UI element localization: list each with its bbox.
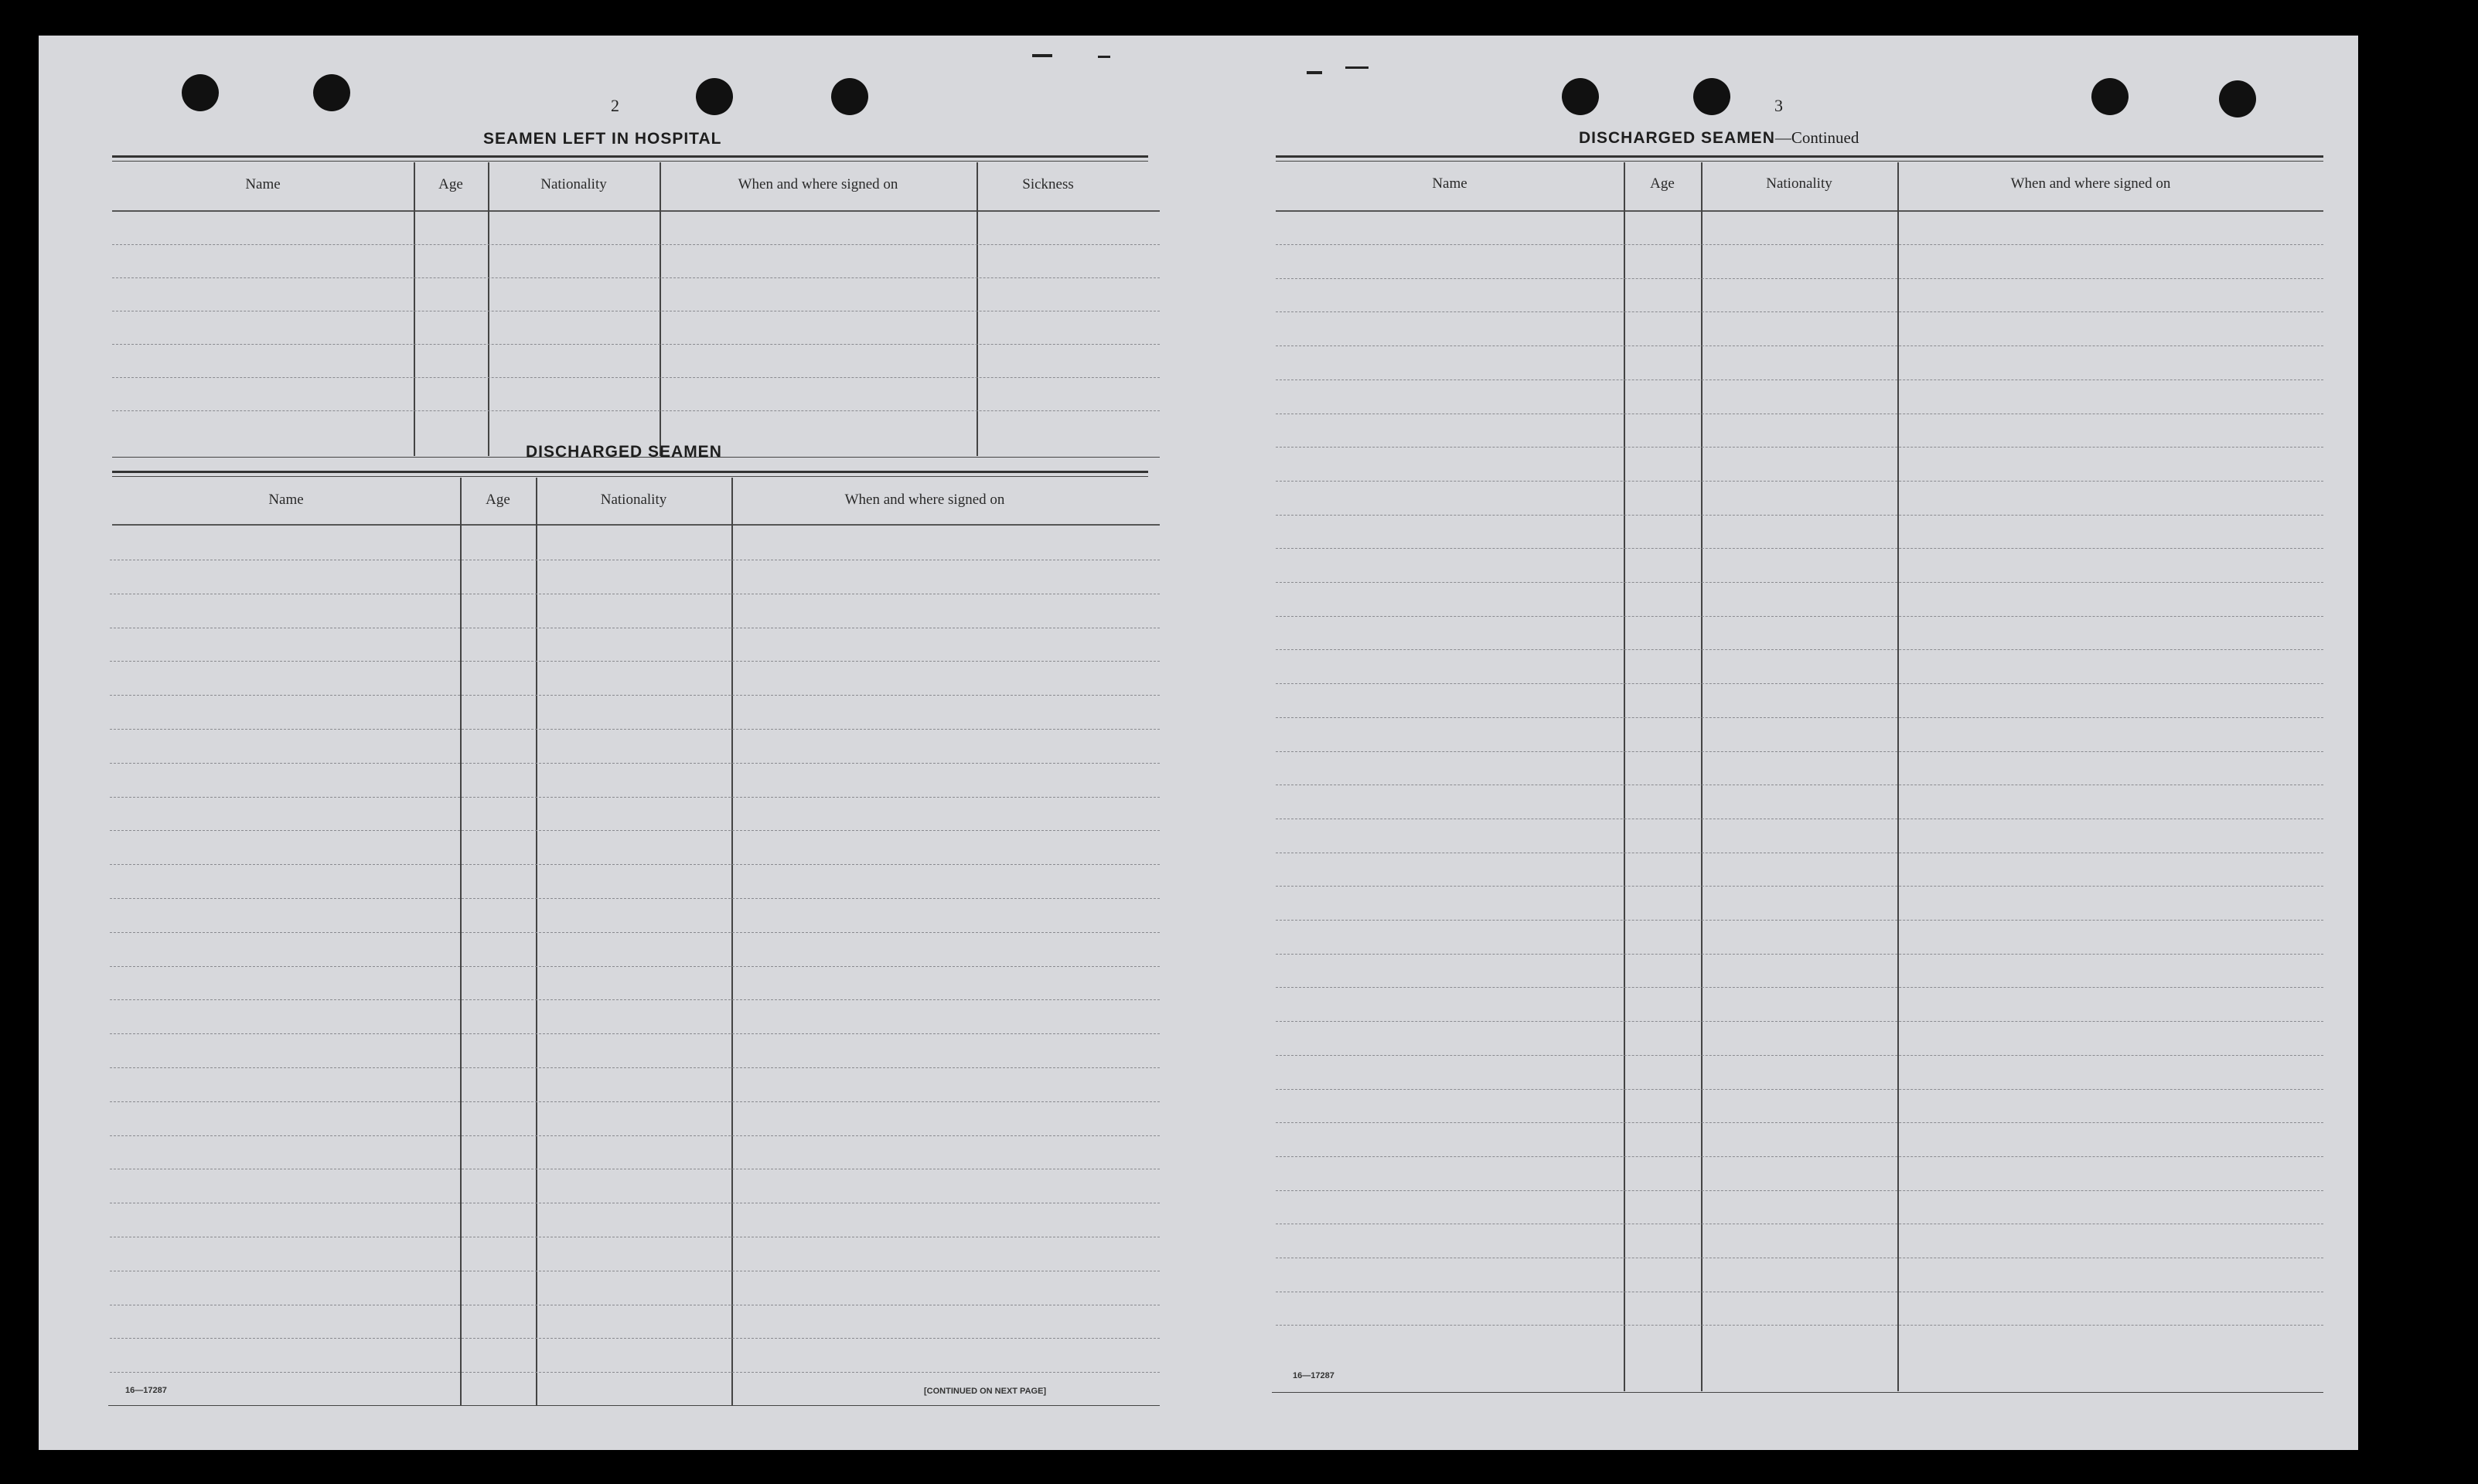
continued-title-main: DISCHARGED SEAMEN <box>1579 129 1775 147</box>
entry-line <box>1276 1089 2323 1090</box>
entry-line <box>112 244 1160 245</box>
scan-mark <box>1307 71 1322 74</box>
right-col-age: Age <box>1650 175 1675 192</box>
hospital-col-divider <box>977 162 978 456</box>
discharged-header-line <box>112 524 1160 526</box>
entry-line <box>110 1101 1160 1102</box>
discharged-top-rule-thin <box>112 476 1148 477</box>
right-col-when-where: When and where signed on <box>2010 175 2171 192</box>
continued-note: [CONTINUED ON NEXT PAGE] <box>924 1387 1047 1396</box>
discharged-section-title: DISCHARGED SEAMEN <box>526 443 722 461</box>
punch-hole <box>696 78 733 115</box>
entry-line <box>1276 717 2323 718</box>
discharged-top-rule <box>112 471 1148 473</box>
entry-line <box>1276 481 2323 482</box>
entry-line <box>1276 920 2323 921</box>
right-top-rule <box>1276 155 2323 158</box>
entry-line <box>110 729 1160 730</box>
entry-line <box>110 932 1160 933</box>
right-header-line <box>1276 210 2323 212</box>
punch-hole <box>1562 78 1599 115</box>
entry-line <box>1276 244 2323 245</box>
entry-line <box>1276 1021 2323 1022</box>
hospital-col-nationality: Nationality <box>540 176 607 192</box>
right-col-nationality: Nationality <box>1766 175 1832 192</box>
page-number-right: 3 <box>1774 96 1783 115</box>
discharged-col-divider <box>731 478 733 1405</box>
hospital-col-age: Age <box>438 176 463 192</box>
hospital-col-sickness: Sickness <box>1022 176 1074 192</box>
continued-section-title <box>1579 128 1859 148</box>
right-bottom-rule <box>1272 1392 2323 1393</box>
punch-hole <box>182 74 219 111</box>
entry-line <box>1276 683 2323 684</box>
entry-line <box>1276 311 2323 312</box>
hospital-header-line <box>112 210 1160 212</box>
entry-line <box>1276 582 2323 583</box>
hospital-section-title: SEAMEN LEFT IN HOSPITAL <box>483 130 722 148</box>
page-number-left: 2 <box>611 96 619 115</box>
entry-line <box>110 1338 1160 1339</box>
entry-line <box>1276 987 2323 988</box>
punch-hole <box>313 74 350 111</box>
scan-mark <box>1032 54 1052 57</box>
entry-line <box>1276 515 2323 516</box>
entry-line <box>1276 886 2323 887</box>
right-col-name: Name <box>1432 175 1467 192</box>
entry-line <box>1276 1190 2323 1191</box>
right-col-divider <box>1624 162 1625 1391</box>
discharged-col-nationality: Nationality <box>600 492 667 508</box>
entry-line <box>1276 649 2323 650</box>
hospital-top-rule <box>112 155 1148 158</box>
form-number-left: 16—17287 <box>125 1386 167 1395</box>
discharged-col-name: Name <box>268 492 304 508</box>
discharged-col-age: Age <box>486 492 510 508</box>
punch-hole <box>2219 80 2256 117</box>
entry-line <box>112 344 1160 345</box>
entry-line <box>1276 751 2323 752</box>
entry-line <box>110 661 1160 662</box>
right-col-divider <box>1701 162 1703 1391</box>
entry-line <box>110 830 1160 831</box>
discharged-col-divider <box>536 478 537 1405</box>
scan-mark <box>1098 56 1110 58</box>
entry-line <box>1276 616 2323 617</box>
hospital-col-when-where: When and where signed on <box>738 176 898 192</box>
entry-line <box>110 1033 1160 1034</box>
entry-line <box>110 695 1160 696</box>
hospital-col-divider <box>660 162 661 456</box>
entry-line <box>1276 345 2323 346</box>
punch-hole <box>2091 78 2129 115</box>
entry-line <box>112 410 1160 411</box>
entry-line <box>110 797 1160 798</box>
hospital-col-divider <box>414 162 415 456</box>
entry-line <box>1276 1325 2323 1326</box>
punch-hole <box>831 78 868 115</box>
hospital-col-name: Name <box>245 176 281 192</box>
entry-line <box>110 1135 1160 1136</box>
continued-title-suffix: —Continued <box>1774 128 1859 147</box>
scanned-document <box>39 36 2358 1450</box>
form-number-right: 16—17287 <box>1293 1371 1334 1380</box>
entry-line <box>1276 954 2323 955</box>
entry-line <box>110 898 1160 899</box>
hospital-col-divider <box>488 162 489 456</box>
entry-line <box>110 864 1160 865</box>
right-col-divider <box>1897 162 1899 1391</box>
entry-line <box>1276 447 2323 448</box>
hospital-top-rule-thin <box>112 161 1148 162</box>
discharged-col-when-where: When and where signed on <box>844 492 1005 508</box>
entry-line <box>112 377 1160 378</box>
entry-line <box>112 277 1160 278</box>
punch-hole <box>1693 78 1730 115</box>
entry-line <box>110 1067 1160 1068</box>
entry-line <box>1276 1055 2323 1056</box>
entry-line <box>1276 548 2323 549</box>
entry-line <box>110 763 1160 764</box>
right-top-rule-thin <box>1276 161 2323 162</box>
discharged-col-divider <box>460 478 462 1405</box>
entry-line <box>110 1372 1160 1373</box>
discharged-bottom-rule <box>108 1405 1160 1406</box>
entry-line <box>110 999 1160 1000</box>
entry-line <box>1276 278 2323 279</box>
entry-line <box>1276 1122 2323 1123</box>
entry-line <box>110 966 1160 967</box>
entry-line <box>1276 1156 2323 1157</box>
scan-mark <box>1345 66 1369 69</box>
